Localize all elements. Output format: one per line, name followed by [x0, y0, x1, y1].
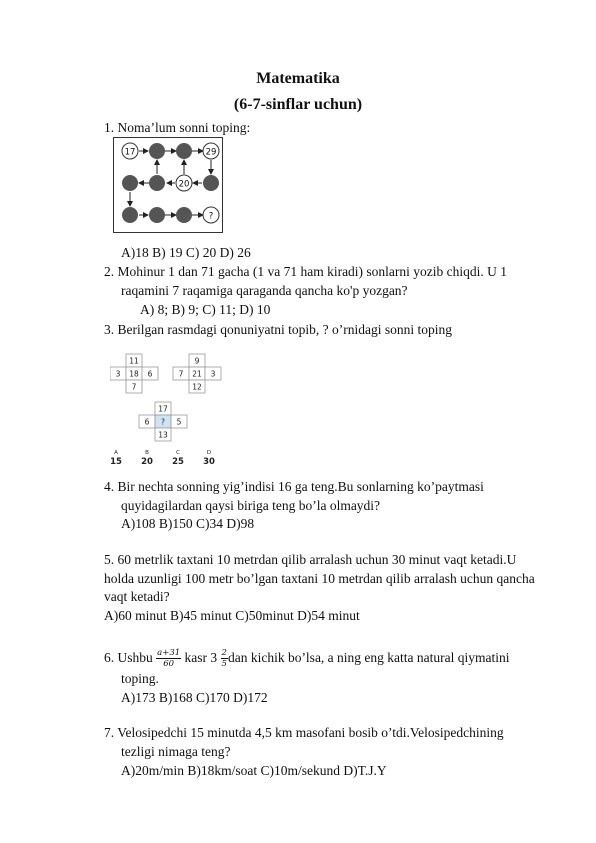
question-2-line-1: 2. Mohinur 1 dan 71 gacha (1 va 71 ham kiradi) sonlarni yozib chiqdi. U 1 [104, 264, 508, 279]
question-3-text: 3. Berilgan rasmdagi qonuniyatni topib, ? o’rnidagi sonni toping [104, 322, 452, 337]
question-4-line-1: 4. Bir nechta sonning yig’indisi 16 ga teng.Bu sonlarning ko’paytmasi [104, 479, 484, 494]
fraction-two-fifths [221, 648, 228, 669]
cross-3-right: 5 [176, 417, 182, 427]
grid-node-dot [149, 207, 165, 223]
question-1-options: A)18 B) 19 C) 20 D) 26 [121, 245, 251, 260]
grid-node-label: 20 [178, 179, 190, 190]
answer-letter: B [145, 450, 149, 456]
grid-node-label: 17 [124, 147, 136, 158]
question-6-line-2: toping. [121, 671, 159, 686]
grid-node-dot [203, 175, 219, 191]
cross-2-right: 3 [210, 369, 216, 379]
answer-letter: C [176, 450, 180, 456]
cross-1-left: 3 [115, 369, 121, 379]
answer-value: 25 [172, 457, 184, 467]
grid-node-label: ? [208, 211, 214, 222]
question-7-line-2: tezligi nimaga teng? [121, 744, 231, 759]
cross-3-bottom: 13 [158, 430, 168, 440]
grid-node-dot [149, 143, 165, 159]
fraction-denominator: 5 [221, 659, 227, 670]
question-1-dot-grid [113, 137, 223, 233]
cross-1-top: 11 [129, 356, 139, 366]
question-1-text: 1. Noma’lum sonni toping: [104, 120, 251, 135]
page-subtitle: (6-7-sinflar uchun) [233, 96, 363, 113]
cross-1-right: 6 [147, 369, 153, 379]
question-2-line-2: raqamini 7 raqamiga qaraganda qancha ko'p yozgan? [121, 283, 408, 298]
grid-node-dot [122, 207, 138, 223]
cross-1-center: 18 [129, 369, 139, 379]
cross-3-center: ? [161, 417, 165, 427]
answer-value: 30 [203, 457, 215, 467]
question-6-prefix: 6. Ushbu [104, 650, 157, 665]
cross-2-bottom: 12 [192, 382, 202, 392]
fraction-numerator: a+31 [157, 648, 181, 659]
question-6-line-1 [104, 643, 510, 673]
fraction-a-plus-31-over-60 [156, 648, 181, 669]
fraction-denominator: 60 [163, 659, 175, 670]
answer-value: 20 [141, 457, 153, 467]
answer-letter: A [114, 450, 118, 456]
question-5-line-3: vaqt ketadi? [104, 589, 170, 604]
page-title: Matematika [256, 70, 340, 87]
cross-3-left: 6 [144, 417, 150, 427]
grid-node-dot [176, 207, 192, 223]
question-7-options: A)20m/min B)18km/soat C)10m/sekund D)T.J.Y [121, 763, 387, 778]
grid-node-label: 29 [205, 147, 217, 158]
cross-2-left: 7 [178, 369, 184, 379]
question-5-options: A)60 minut B)45 minut C)50minut D)54 minut [104, 608, 360, 623]
cross-1-bottom: 7 [131, 382, 137, 392]
answer-value: 15 [110, 457, 122, 467]
question-4-line-2: quyidagilardan qaysi biriga teng bo’la olmaydi? [121, 498, 381, 513]
cross-3-top: 17 [158, 404, 168, 414]
question-5-line-2: holda uzunligi 100 metr bo’lgan taxtani 10 metrdan qilib arralash uchun qancha [104, 571, 535, 586]
question-2-options: A) 8; B) 9; C) 11; D) 10 [140, 302, 271, 317]
question-5-line-1: 5. 60 metrlik taxtani 10 metrdan qilib arralash uchun 30 minut vaqt ketadi.U [104, 552, 517, 567]
grid-node-dot [122, 175, 138, 191]
question-6-mid: kasr 3 [181, 650, 221, 665]
cross-2-center: 21 [192, 369, 202, 379]
answer-letter: D [206, 450, 212, 456]
grid-node-dot [149, 175, 165, 191]
fraction-numerator: 2 [221, 648, 227, 659]
cross-2-top: 9 [194, 356, 200, 366]
question-6-options: A)173 B)168 C)170 D)172 [121, 690, 268, 705]
question-4-options: A)108 B)150 C)34 D)98 [121, 516, 255, 531]
question-6-suffix: dan kichik bo’lsa, a ning eng katta natural qiymatini [227, 650, 510, 665]
question-7-line-1: 7. Velosipedchi 15 minutda 4,5 km masofani bosib o’tdi.Velosipedchining [104, 725, 504, 740]
question-3-cross-puzzle [110, 350, 230, 470]
grid-node-dot [176, 143, 192, 159]
